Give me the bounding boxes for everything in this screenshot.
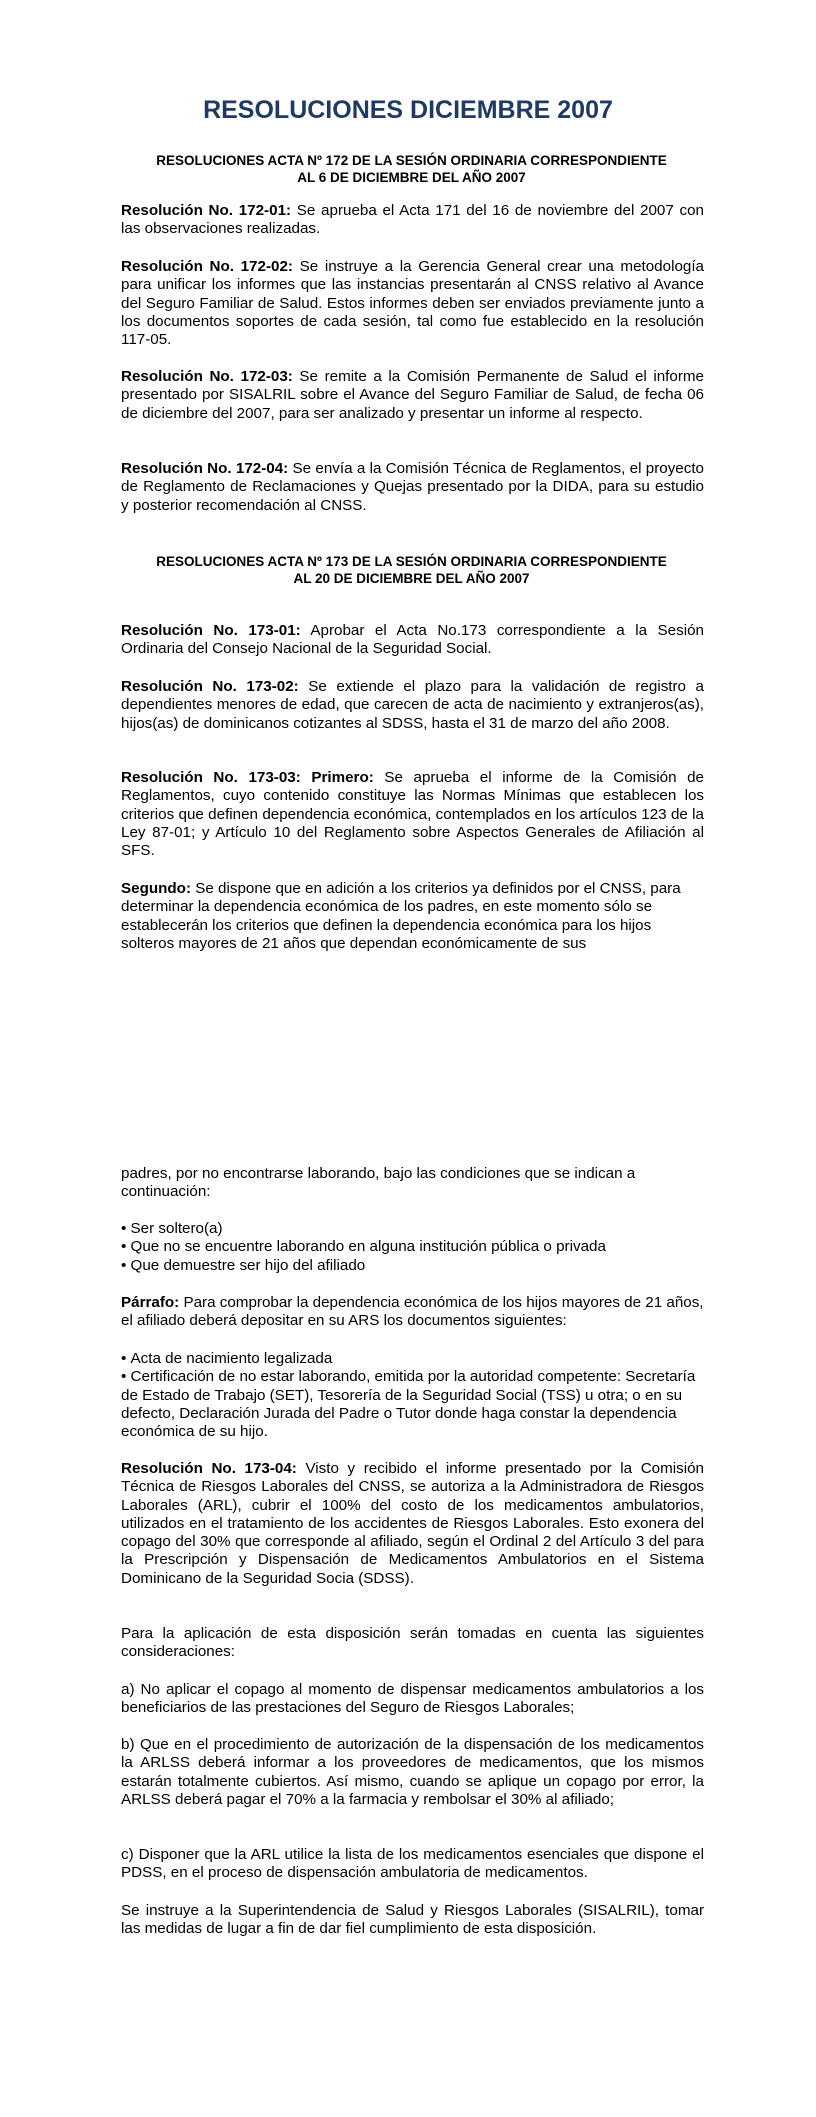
resolution-label: Resolución No. 173-02: [121, 678, 299, 695]
resolution-173-04 [121, 1460, 704, 1588]
segundo-text: Se dispone que en adición a los criterios ya definidos por el CNSS, para determinar la dependencia económica de los padres, en este momento sólo se establecerán los criterios que definen la dependencia económica para los hijos solteros mayores de 21 años que dependan económicamente de sus [121, 880, 681, 952]
considerations-intro: Para la aplicación de esta disposición serán tomadas en cuenta las siguientes consideraciones: [121, 1625, 704, 1661]
resolution-text: Visto y recibido el informe presentado por la Comisión Técnica de Riesgos Laborales del CNSS, se autoriza a la Administradora de Riesgos Laborales (ARL), cubrir el 100% del costo de los medicamentos ambulatorios, utilizados en el tratamiento de los accidentes de Riesgos Laborales. Esto exonera del copago del 30% que corresponde al afiliado, según el Ordinal 2 del Artículo 3 del para la Prescripción y Dispensación de Medicamentos Ambulatorios en el Sistema Dominicano de la Seguridad Socia (SDSS). [121, 1460, 704, 1587]
resolution-172-03 [121, 368, 704, 423]
resolution-172-02 [121, 258, 704, 349]
acta-173-heading-line1: RESOLUCIONES ACTA Nº 173 DE LA SESIÓN ORDINARIA CORRESPONDIENTE [156, 554, 667, 569]
closing-paragraph: Se instruye a la Superintendencia de Salud y Riesgos Laborales (SISALRIL), tomar las medidas de lugar a fin de dar fiel cumplimiento de esta disposición. [121, 1902, 704, 1938]
resolution-173-03 [121, 769, 704, 860]
resolution-text: Se instruye a la Gerencia General crear una metodología para unificar los informes que las instancias presentarán al CNSS relativo al Avance del Seguro Familiar de Salud. Estos informes deben ser enviados previamente junto a los documentos soportes de cada sesión, tal como fue establecido en la resolución 117-05. [121, 258, 705, 349]
parrafo-text: Para comprobar la dependencia económica de los hijos mayores de 21 años, el afiliado deberá depositar en su ARS los documentos siguientes: [121, 1294, 704, 1330]
parrafo-label: Párrafo: [121, 1294, 180, 1311]
resolution-label: Resolución No. 172-04: [121, 460, 289, 477]
consideration-c: c) Disponer que la ARL utilice la lista de los medicamentos esenciales que dispone el PDSS, en el proceso de dispensación ambulatoria de medicamentos. [121, 1846, 704, 1882]
acta-173-heading [120, 553, 703, 587]
list-item: • Que no se encuentre laborando en alguna institución pública o privada [121, 1238, 704, 1256]
documents-list [121, 1350, 704, 1441]
page-title: RESOLUCIONES DICIEMBRE 2007 [203, 96, 613, 124]
acta-172-heading-line1: RESOLUCIONES ACTA Nº 172 DE LA SESIÓN ORDINARIA CORRESPONDIENTE [156, 153, 667, 168]
resolution-label: Resolución No. 173-03: Primero: [121, 769, 374, 786]
resolution-172-01 [121, 202, 704, 239]
parrafo-paragraph [121, 1294, 704, 1331]
segundo-label: Segundo: [121, 880, 192, 897]
resolution-label: Resolución No. 172-02: [121, 258, 293, 275]
list-item: • Ser soltero(a) [121, 1220, 704, 1238]
resolution-label: Resolución No. 173-01: [121, 622, 301, 639]
resolution-173-02 [121, 678, 704, 733]
list-item: • Que demuestre ser hijo del afiliado [121, 1257, 704, 1275]
resolution-label: Resolución No. 173-04: [121, 1460, 297, 1477]
list-item: • Certificación de no estar laborando, emitida por la autoridad competente: Secretaría de Estado de Trabajo (SET), Tesorería de la Seguridad Social (TSS) u otra; o en su defecto, Declaración Jurada del Padre o Tutor donde haga constar la dependencia económica de su hijo. [121, 1368, 704, 1441]
resolution-text: Se aprueba el Acta 171 del 16 de noviembre del 2007 con las observaciones realizadas. [121, 202, 705, 238]
resolution-label: Resolución No. 172-03: [121, 368, 293, 385]
consideration-b: b) Que en el procedimiento de autorización de la dispensación de los medicamentos la ARLSS deberá informar a los proveedores de medicamentos, que los mismos estarán totalmente cubiertos. Así mismo, cuando se aplique un copago por error, la ARLSS deberá pagar el 70% a la farmacia y rembolsar el 30% al afiliado; [121, 1736, 704, 1808]
segundo-continuation: padres, por no encontrarse laborando, bajo las condiciones que se indican a continuación: [121, 1165, 636, 1201]
resolution-label: Resolución No. 172-01: [121, 202, 292, 219]
acta-172-heading-line2: AL 6 DE DICIEMBRE DEL AÑO 2007 [297, 170, 526, 185]
resolution-173-01 [121, 622, 704, 659]
resolution-text: Se remite a la Comisión Permanente de Salud el informe presentado por SISALRIL sobre el Avance del Seguro Familiar de Salud, de fecha 06 de diciembre del 2007, para ser analizado y presentar un informe al respecto. [121, 368, 704, 422]
acta-173-heading-line2: AL 20 DE DICIEMBRE DEL AÑO 2007 [293, 571, 530, 586]
resolution-text: Aprobar el Acta No.173 correspondiente a la Sesión Ordinaria del Consejo Nacional de la Seguridad Social. [121, 622, 704, 658]
segundo-paragraph [121, 880, 704, 953]
list-item: • Acta de nacimiento legalizada [121, 1350, 704, 1368]
resolution-172-04 [121, 460, 704, 515]
resolution-text: Se envía a la Comisión Técnica de Reglamentos, el proyecto de Reglamento de Reclamaciones y Quejas presentado por la DIDA, para su estudio y posterior recomendación al CNSS. [121, 460, 704, 514]
resolution-text: Se extiende el plazo para la validación de registro a dependientes menores de edad, que carecen de acta de nacimiento y extranjeros(as), hijos(as) de dominicanos cotizantes al SDSS, hasta el 31 de marzo del año 2008. [121, 678, 704, 732]
consideration-a: a) No aplicar el copago al momento de dispensar medicamentos ambulatorios a los beneficiarios de las prestaciones del Seguro de Riesgos Laborales; [121, 1681, 704, 1717]
conditions-list [121, 1220, 704, 1275]
acta-172-heading [120, 152, 703, 186]
resolution-text: Se aprueba el informe de la Comisión de Reglamentos, cuyo contenido constituye las Normas Mínimas que establecen los criterios que definen dependencia económica, contemplados en los artículos 123 de la Ley 87-01; y Artículo 10 del Reglamento sobre Aspectos Generales de Afiliación al SFS. [121, 769, 704, 860]
